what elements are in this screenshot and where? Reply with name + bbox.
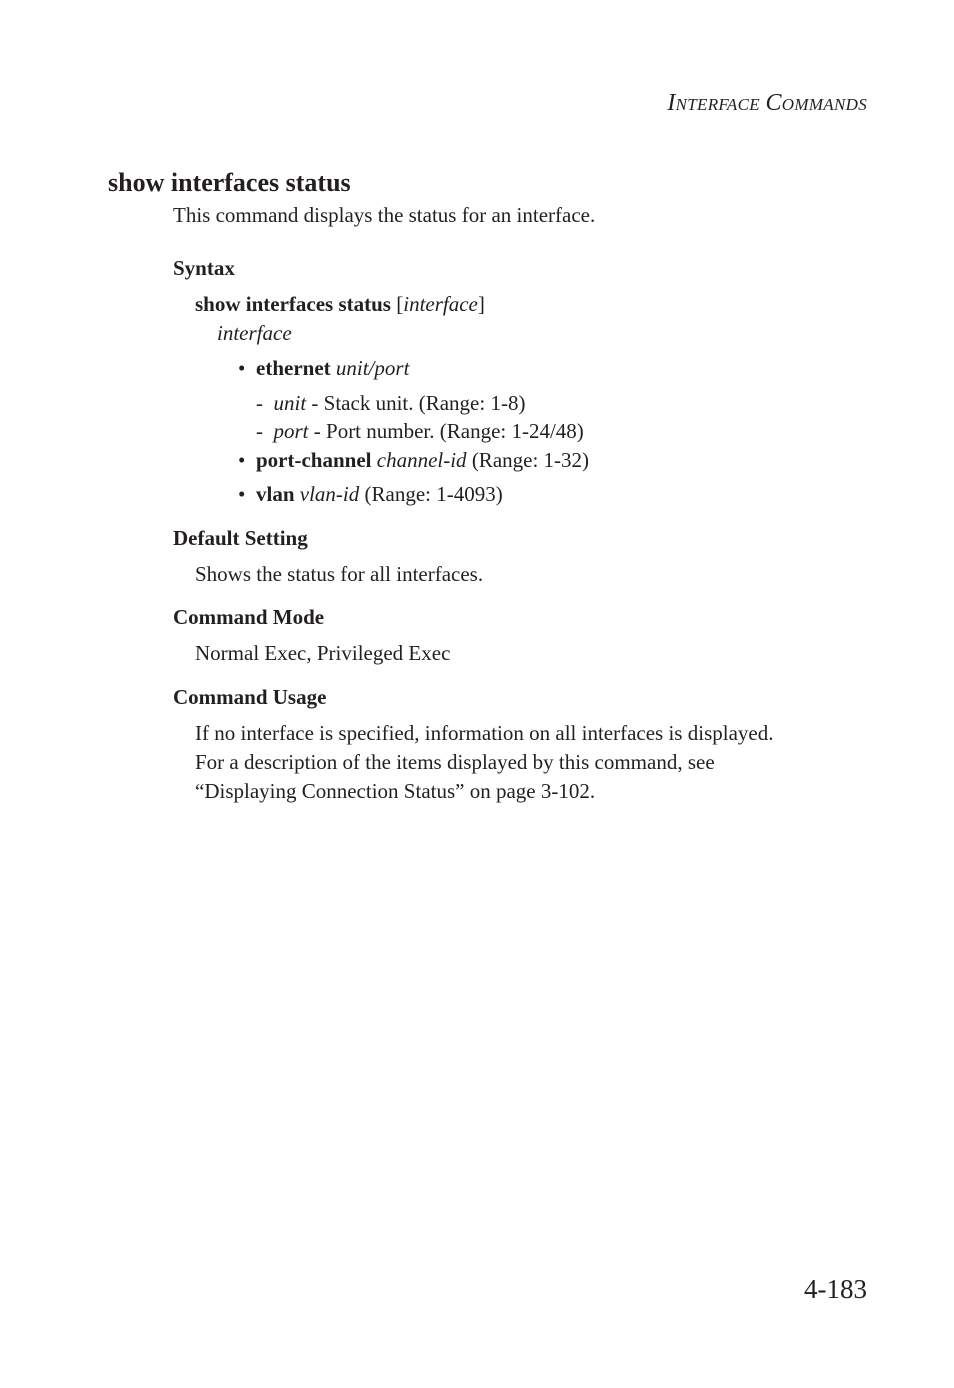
command-mode-heading: Command Mode [173,605,325,629]
running-header-word-2: OMMANDS [781,95,867,114]
bullet-suffix: (Range: 1-4093) [364,482,503,506]
running-header-initial: I [667,90,676,116]
sub-item-term: unit [273,391,307,415]
sub-item-term: port [273,419,309,443]
dash-icon: - [256,391,263,415]
running-header-word-1: NTERFACE [675,95,760,114]
syntax-heading: Syntax [173,256,235,280]
command-usage-line: If no interface is specified, information on all interfaces is displayed. [195,721,774,745]
bullet-ethernet [238,356,409,381]
dash-icon: - [256,419,263,443]
bullet-keyword: port-channel [256,448,372,472]
sub-item-text: - Port number. (Range: 1-24/48) [313,419,584,443]
bullet-keyword: vlan [256,482,295,506]
bullet-keyword: ethernet [256,356,331,380]
command-usage-heading: Command Usage [173,685,327,709]
command-mode-text: Normal Exec, Privileged Exec [195,641,451,665]
bullet-suffix: (Range: 1-32) [471,448,590,472]
sub-item-text: - Stack unit. (Range: 1-8) [311,391,526,415]
default-setting-text: Shows the status for all interfaces. [195,562,484,586]
command-usage-line: For a description of the items displayed by this command, see [195,750,715,774]
running-header [667,90,867,117]
bullet-icon: • [238,448,246,472]
command-usage-line: “Displaying Connection Status” on page 3-102. [195,779,596,803]
bullet-icon: • [238,482,246,506]
param-label: interface [217,321,292,345]
bullet-arg: channel-id [376,448,467,472]
bullet-vlan [238,482,503,507]
sub-item-unit [256,391,525,416]
bullet-icon: • [238,356,246,380]
syntax-line [195,292,485,317]
command-title: show interfaces status [108,168,351,197]
syntax-command: show interfaces status [195,292,391,316]
syntax-param: interface [403,292,478,316]
bracket-open: [ [396,292,404,316]
running-header-initial-2: C [765,90,782,116]
bracket-close: ] [477,292,485,316]
bullet-arg: vlan-id [299,482,360,506]
command-description: This command displays the status for an interface. [173,203,596,227]
bullet-port-channel [238,448,589,473]
sub-item-port [256,419,584,444]
bullet-arg: unit/port [335,356,410,380]
default-setting-heading: Default Setting [173,526,308,550]
page-number: 4-183 [804,1274,867,1304]
